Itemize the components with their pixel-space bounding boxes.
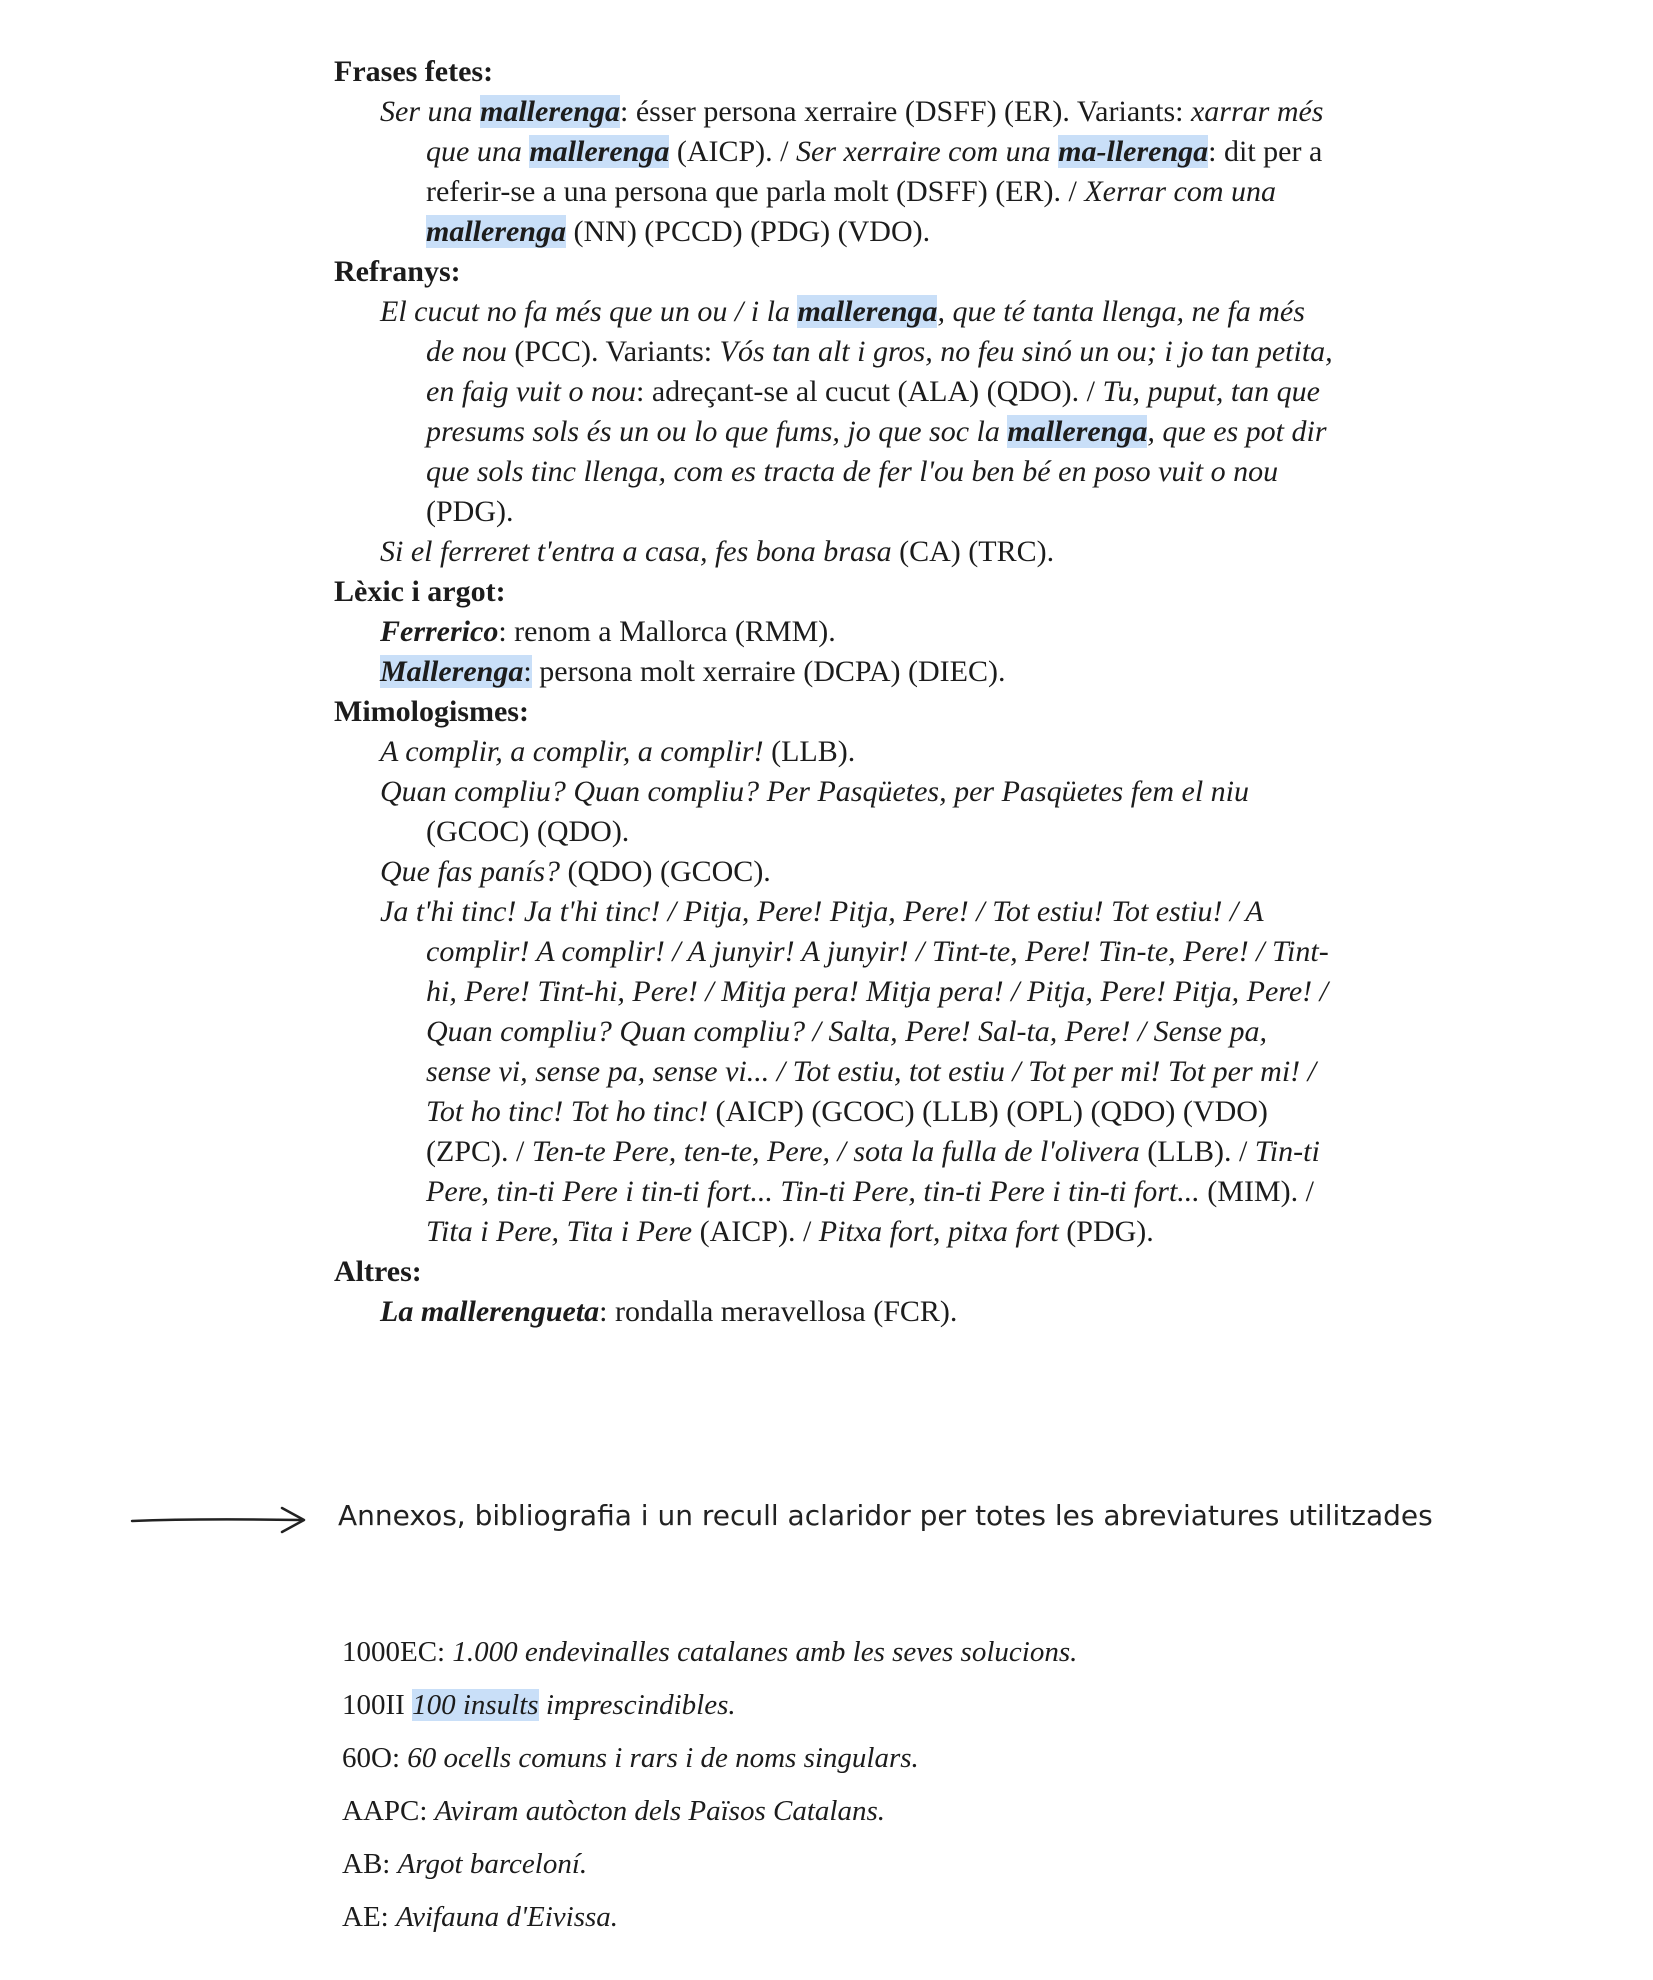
abbreviation-code: AB: bbox=[342, 1848, 398, 1880]
section-heading-refranys: Refranys: bbox=[334, 255, 461, 288]
lexic-entry bbox=[334, 612, 1334, 652]
proverb-text: Vós tan alt i gros, no feu sinó un ou; i jo tan petita, en faig vuit o nou bbox=[426, 335, 1333, 408]
frases-entry bbox=[334, 92, 1334, 252]
abbreviation-title: 1.000 endevinalles catalanes amb les seves solucions. bbox=[452, 1636, 1078, 1668]
abbreviation-title: 60 ocells comuns i rars i de noms singulars. bbox=[407, 1742, 919, 1774]
mimologisme-text: Ten-te Pere, ten-te, Pere, / sota la fulla de l'olivera bbox=[531, 1135, 1140, 1168]
abbreviation-list bbox=[342, 1626, 1242, 1944]
highlighted-term: 100 insults bbox=[412, 1689, 539, 1721]
lexic-entry bbox=[334, 652, 1334, 692]
term: La bbox=[380, 1295, 421, 1328]
definition-text: : rondalla meravellosa (FCR). bbox=[599, 1295, 958, 1328]
proverb-text: Si el ferreret t'entra a casa, fes bona brasa bbox=[380, 535, 892, 568]
abbreviation-code: 1000EC: bbox=[342, 1636, 453, 1668]
proverb-text: , que té tanta llenga, ne fa més de nou bbox=[426, 295, 1305, 368]
abbreviation-title: imprescindibles. bbox=[538, 1689, 736, 1721]
section-heading-frases: Frases fetes: bbox=[334, 55, 494, 88]
section-heading-mimologismes: Mimologismes: bbox=[334, 695, 529, 728]
abbreviation-row bbox=[342, 1679, 1242, 1732]
abbreviation-title: Argot barceloní. bbox=[397, 1848, 588, 1880]
section-heading-altres: Altres: bbox=[334, 1255, 422, 1288]
abbreviation-code: 60O: bbox=[342, 1742, 408, 1774]
abbreviation-code: AAPC: bbox=[342, 1795, 435, 1827]
dictionary-entry bbox=[334, 52, 1334, 1332]
abbreviation-title: Avifauna d'Eivissa. bbox=[395, 1901, 619, 1933]
mimologisme-text: Quan compliu? Quan compliu? Per Pasqüetes, per Pasqüetes fem el niu bbox=[380, 775, 1250, 808]
source-codes: (AICP). / bbox=[692, 1215, 819, 1248]
punct: : bbox=[523, 655, 532, 688]
source-codes: (PDG). bbox=[1058, 1215, 1154, 1248]
source-codes: (CA) (TRC). bbox=[891, 535, 1055, 568]
mimologisme-entry bbox=[334, 732, 1334, 772]
mimologisme-text: Tita i Pere, Tita i Pere bbox=[426, 1215, 693, 1248]
abbreviation-code: AE: bbox=[342, 1901, 396, 1933]
refranys-entry bbox=[334, 292, 1334, 532]
source-codes: (PCC). Variants: bbox=[506, 335, 720, 368]
source-codes: (AICP). / bbox=[669, 135, 796, 168]
highlighted-term: ma-llerenga bbox=[1058, 135, 1209, 168]
annotation bbox=[130, 1496, 1610, 1546]
source-codes: (PDG). bbox=[426, 495, 514, 528]
abbreviation-row bbox=[342, 1732, 1242, 1785]
term: mallerengueta bbox=[420, 1295, 600, 1328]
source-codes: (QDO) (GCOC). bbox=[560, 855, 771, 888]
phrase-text: xarrar més que una bbox=[426, 95, 1324, 168]
mimologisme-text: A complir, a complir, a complir! bbox=[380, 735, 764, 768]
source-codes: (NN) (PCCD) (PDG) (VDO). bbox=[566, 215, 931, 248]
proverb-text: , que es pot dir que sols tinc llenga, com es tracta de fer l'ou ben bé en poso vuit o nou bbox=[426, 415, 1327, 488]
punct: : bbox=[1208, 135, 1225, 168]
highlighted-term: mallerenga bbox=[1007, 415, 1148, 448]
altres-entry bbox=[334, 1292, 1334, 1332]
definition-text: persona molt xerraire (DCPA) (DIEC). bbox=[531, 655, 1006, 688]
term: Ferrerico bbox=[380, 615, 499, 648]
phrase-text: Ser una bbox=[380, 95, 480, 128]
mimologisme-entry bbox=[334, 772, 1334, 852]
highlighted-term: mallerenga bbox=[426, 215, 566, 248]
annotation-text: Annexos, bibliografia i un recull aclaridor per totes les abreviatures utilitzades bbox=[338, 1499, 1433, 1532]
mimologisme-entry bbox=[334, 852, 1334, 892]
abbreviation-row bbox=[342, 1785, 1242, 1838]
proverb-text: El cucut no fa més que un ou / i la bbox=[380, 295, 798, 328]
source-codes: (GCOC) (QDO). bbox=[426, 815, 630, 848]
mimologisme-text: Que fas panís? bbox=[380, 855, 560, 888]
highlighted-term: mallerenga bbox=[797, 295, 938, 328]
punct: : bbox=[620, 95, 636, 128]
abbreviation-row bbox=[342, 1891, 1242, 1944]
mimologisme-entry bbox=[334, 892, 1334, 1252]
highlighted-term: mallerenga bbox=[480, 95, 620, 128]
mimologisme-text: Tin-ti Pere, tin-ti Pere i tin-ti fort... Tin-ti Pere, tin-ti Pere i tin-ti fort... bbox=[426, 1135, 1320, 1208]
abbreviation-row bbox=[342, 1838, 1242, 1891]
definition-text: dit per a referir-se a una persona que parla molt (DSFF) (ER). / bbox=[426, 135, 1323, 208]
abbreviation-title: Aviram autòcton dels Països Catalans. bbox=[434, 1795, 885, 1827]
source-codes: (MIM). / bbox=[1199, 1175, 1314, 1208]
abbreviation-code: 100II bbox=[342, 1689, 413, 1721]
highlighted-term: mallerenga bbox=[529, 135, 670, 168]
source-codes: (AICP) (GCOC) (LLB) (OPL) (QDO) (VDO) (ZPC). / bbox=[426, 1095, 1268, 1168]
definition-text: : adreçant-se al cucut (ALA) (QDO). / bbox=[635, 375, 1103, 408]
abbreviation-row bbox=[342, 1626, 1242, 1679]
mimologisme-text: Pitxa fort, pitxa fort bbox=[818, 1215, 1059, 1248]
proverb-text: Tu, puput, tan que presums sols és un ou lo que fums, jo que soc la bbox=[426, 375, 1320, 448]
section-heading-lexic: Lèxic i argot: bbox=[334, 575, 506, 608]
source-codes: (LLB). bbox=[763, 735, 856, 768]
phrase-text: Ser xerraire com una bbox=[796, 135, 1059, 168]
arrow-right-icon bbox=[130, 1500, 310, 1540]
definition-text: : renom a Mallorca (RMM). bbox=[498, 615, 836, 648]
mimologisme-text: Ja t'hi tinc! Ja t'hi tinc! / Pitja, Pere! Pitja, Pere! / Tot estiu! Tot estiu! / A complir! A complir! / A junyir! A junyir! / Tint-te, Pere! Tin-te, Pere! / Tint-hi, Pere! Tint-hi, Pere! / Mitja pera! Mitja pera! / Pitja, Pere! Pitja, Pere! / Quan compliu? Quan compliu? / Salta, Pere! Sal-ta, Pere! / Sense pa, sense vi, sense pa, sense vi... / Tot estiu, tot estiu / Tot per mi! Tot per mi! / Tot ho tinc! Tot ho tinc! bbox=[380, 895, 1329, 1128]
source-codes: (LLB). / bbox=[1139, 1135, 1255, 1168]
refranys-entry bbox=[334, 532, 1334, 572]
highlighted-term: Mallerenga bbox=[380, 655, 524, 688]
phrase-text: Xerrar com una bbox=[1084, 175, 1277, 208]
definition-text: ésser persona xerraire (DSFF) (ER). Variants: bbox=[635, 95, 1191, 128]
